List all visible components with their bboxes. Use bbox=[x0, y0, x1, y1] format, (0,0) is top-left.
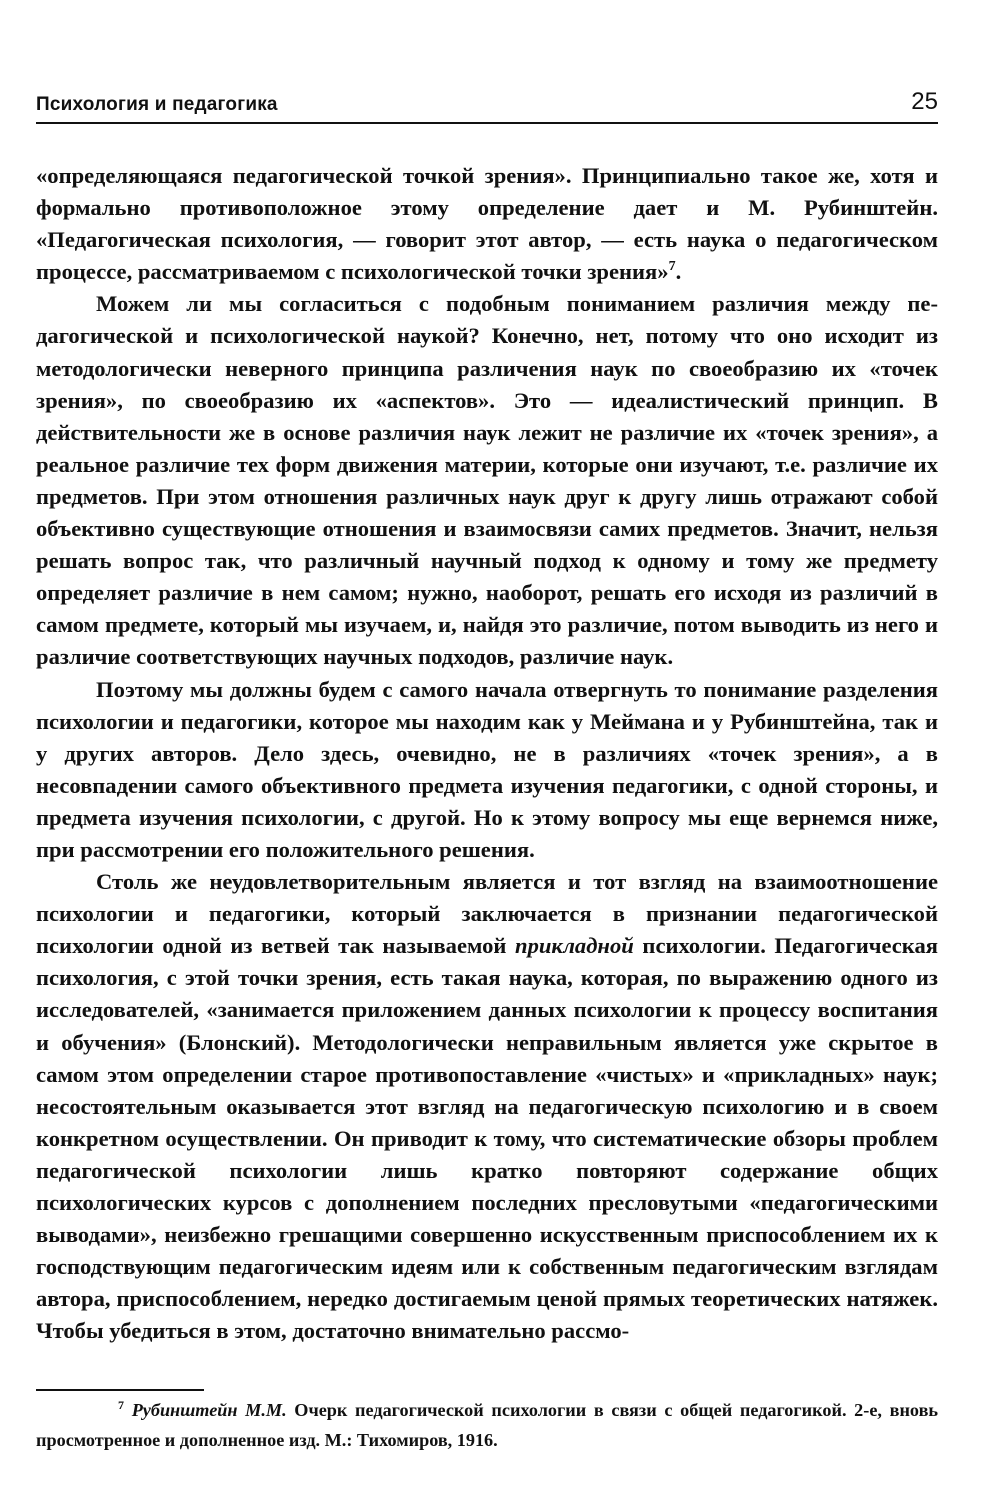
paragraph-text: психологии. Педагогическая психология, с этой точки зрения, есть такая наука, которая, по выражению одного из исследователей, «занимается приложением данных психологии к процессу воспитания и обучения» (Блонский). Методологически неправильным является уже скрытое в самом этом определении старое противопоставление «чистых» и «прикладных» наук; несостоятельным оказывается этот взгляд на педагогическую психологию и в своем конкретном осуществлении. Он приводит к тому, что систематические обзоры проблем педагогической психологии лишь кратко повторяют содержание общих психологических курсов с дополнением последних пресловутыми «педагогическими выводами», неизбежно грешащими совершенно искусственным приспособлением их к господствующим педагогическим идеям или к собственным педагогическим взглядам автора, приспособлением, нередко достигаемым ценой прямых теоретических натяжек. Чтобы убедиться в этом, достаточно внимательно рассмо- bbox=[36, 933, 938, 1344]
footnote-divider bbox=[36, 1389, 204, 1391]
paragraph-2: Можем ли мы согласиться с подобным пониманием различия между педагогической и психологической наукой? Конечно, нет, потому что оно исходит из методологически неверного принципа различения наук по своеобразию их «точек зрения», по своеобразию их «аспектов». Это — идеалистический принцип. В действительности же в основе различия наук лежит не различие их «точек зрения», а реальное различие тех форм движения материи, которые они изучают, т.е. различие их предметов. При этом отношения различных наук друг к другу лишь отражают собой объективно существующие отношения и взаимосвязи самих предметов. Значит, нельзя решать вопрос так, что различный научный подход к одному и тому же предмету определяет различие в нем самом; нужно, наоборот, решать его исходя из различий в самом предмете, который мы изучаем, и, найдя это различие, потом выводить из него и различие соответствующих научных подходов, различие наук. bbox=[36, 291, 938, 670]
page-number: 25 bbox=[911, 88, 938, 115]
emphasis-text: прикладной bbox=[515, 933, 634, 959]
footnote bbox=[36, 1395, 938, 1455]
footnote-text: Очерк педагогической психологии в связи с общей педагогикой. 2-е, вновь просмотренное и дополненное изд. М.: Тихомиров, 1916. bbox=[36, 1400, 939, 1450]
paragraph-3: Поэтому мы должны будем с самого начала отвергнуть то понимание разделения психологии и педагогики, которое мы находим как у Меймана и у Рубинштейна, так и у других авторов. Дело здесь, очевидно, не в различиях «точек зрения», а в несовпадении самого объективного предмета изучения педагогики, с одной стороны, и предмета изучения психологии, с другой. Но к этому вопросу мы еще вернемся ниже, при рассмотрении его положительного решения. bbox=[36, 676, 938, 862]
running-header bbox=[36, 82, 938, 124]
paragraph-text: . bbox=[675, 259, 682, 285]
paragraph-text: Столь же неудовлетворительным является и тот взгляд на взаимоотношение психологии и педагогики, который заключается в признании педагогической психологии одной из ветвей так называемой bbox=[36, 869, 938, 959]
footnote-author: Рубинштейн М.М. bbox=[131, 1400, 287, 1420]
paragraph-1 bbox=[36, 160, 938, 288]
footnote-reference: 7 bbox=[668, 259, 676, 275]
running-title: Психология и педагогика bbox=[36, 94, 278, 115]
paragraph-4 bbox=[36, 866, 938, 1347]
paragraph-text: «определяющаяся педагогической точкой зрения». Принципиально такое же, хотя и формально противоположное этому определение дает и М. Рубинштейн. «Педагогическая психология, — говорит этот автор, — есть наука о педагогическом процессе, рассматриваемом с психологической точки зрения» bbox=[36, 163, 938, 285]
footnote-number: 7 bbox=[118, 1398, 124, 1412]
body-text bbox=[36, 160, 938, 1347]
